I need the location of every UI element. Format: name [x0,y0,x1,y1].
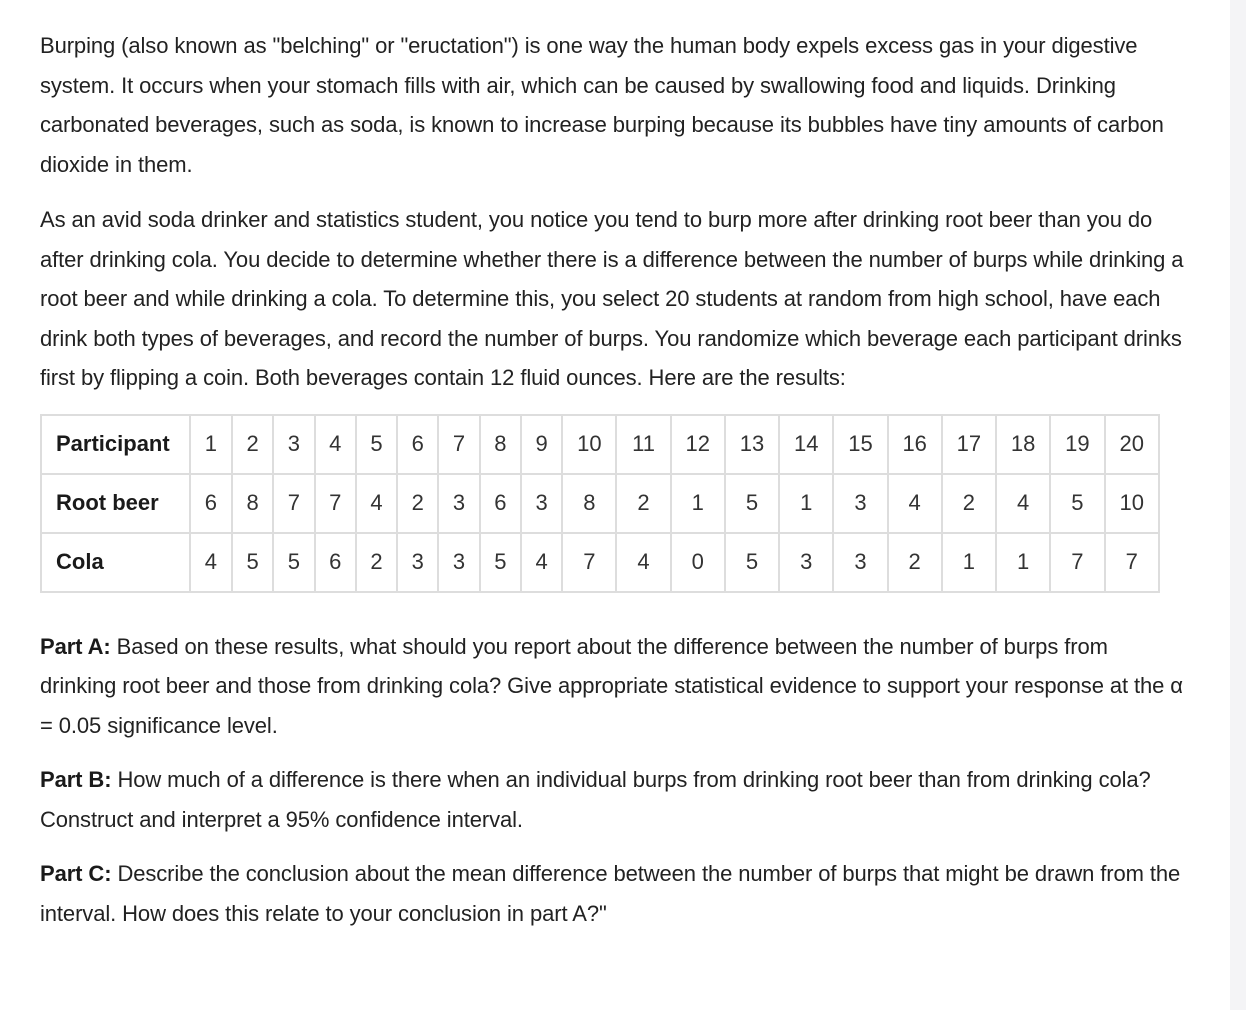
table-cell-root-beer-11: 2 [616,474,670,533]
table-cell-participant-2: 2 [232,415,273,474]
intro-paragraph-1: Burping (also known as "belching" or "eructation") is one way the human body expels excess gas in your digestive system. It occurs when your stomach fills with air, which can be caused by swallowing food and liquids. Drinking carbonated beverages, such as soda, is known to increase burping because its bubbles have tiny amounts of carbon dioxide in them. [40,33,1164,177]
table-cell-cola-8: 5 [480,533,521,592]
table-cell-cola-4: 6 [315,533,356,592]
table-cell-participant-8: 8 [480,415,521,474]
table-cell-root-beer-2: 8 [232,474,273,533]
table-cell-root-beer-18: 4 [996,474,1050,533]
part-a-label: Part A: [40,633,111,659]
table-row-cola [41,533,1159,592]
part-a-text: Based on these results, what should you report about the difference between the number of burps from drinking root beer and those from drinking cola? Give appropriate statistical evidence to support your response at the α = 0.05 significance level. [40,633,1183,738]
part-a-question [40,627,1190,746]
table-cell-participant-1: 1 [190,415,232,474]
table-cell-participant-11: 11 [616,415,670,474]
table-cell-participant-6: 6 [397,415,438,474]
table-cell-root-beer-14: 1 [779,474,833,533]
results-table [40,414,1160,593]
table-cell-participant-17: 17 [942,415,996,474]
part-c-text: Describe the conclusion about the mean difference between the number of burps that might be drawn from the interval. How does this relate to your conclusion in part A?" [40,861,1181,926]
table-cell-cola-15: 3 [833,533,887,592]
table-cell-root-beer-4: 7 [315,474,356,533]
table-cell-cola-20: 7 [1105,533,1160,592]
table-cell-participant-16: 16 [888,415,942,474]
table-cell-participant-20: 20 [1105,415,1160,474]
part-c-label: Part C: [40,861,112,886]
table-cell-cola-12: 0 [671,533,725,592]
table-cell-participant-4: 4 [315,415,356,474]
table-cell-root-beer-17: 2 [942,474,996,533]
table-cell-root-beer-10: 8 [562,474,616,533]
part-b-label: Part B: [40,767,112,792]
table-cell-cola-11: 4 [616,533,670,592]
table-cell-cola-19: 7 [1050,533,1104,592]
table-cell-root-beer-12: 1 [671,474,725,533]
table-cell-root-beer-6: 2 [397,474,438,533]
table-cell-participant-12: 12 [671,415,725,474]
table-cell-cola-14: 3 [779,533,833,592]
table-cell-cola-9: 4 [521,533,562,592]
table-cell-cola-17: 1 [942,533,996,592]
table-cell-root-beer-5: 4 [356,474,397,533]
table-cell-root-beer-3: 7 [273,474,314,533]
table-cell-cola-7: 3 [438,533,479,592]
table-cell-cola-10: 7 [562,533,616,592]
table-cell-participant-5: 5 [356,415,397,474]
row-label-participant: Participant [41,415,190,474]
intro-paragraph-2: As an avid soda drinker and statistics student, you notice you tend to burp more after drinking root beer than you do after drinking cola. You decide to determine whether there is a difference between the number of burps while drinking a root beer and while drinking a cola. To determine this, you select 20 students at random from high school, have each drink both types of beverages, and record the number of burps. You randomize which beverage each participant drinks first by flipping a coin. Both beverages contain 12 fluid ounces. Here are the results: [40,207,1184,390]
part-b-text: How much of a difference is there when an individual burps from drinking root beer than from drinking cola? Construct and interpret a 95% confidence interval. [40,767,1151,832]
table-cell-cola-2: 5 [232,533,273,592]
table-cell-root-beer-15: 3 [833,474,887,533]
table-cell-participant-18: 18 [996,415,1050,474]
row-label-root-beer: Root beer [41,474,190,533]
table-cell-participant-3: 3 [273,415,314,474]
document-body [40,26,1190,948]
table-cell-cola-6: 3 [397,533,438,592]
table-cell-participant-9: 9 [521,415,562,474]
table-cell-participant-7: 7 [438,415,479,474]
table-cell-participant-19: 19 [1050,415,1104,474]
table-cell-root-beer-19: 5 [1050,474,1104,533]
table-cell-participant-13: 13 [725,415,779,474]
table-cell-root-beer-20: 10 [1105,474,1160,533]
table-row-root-beer [41,474,1159,533]
table-cell-root-beer-8: 6 [480,474,521,533]
table-cell-cola-5: 2 [356,533,397,592]
table-cell-cola-16: 2 [888,533,942,592]
table-row-participant [41,415,1159,474]
table-cell-cola-13: 5 [725,533,779,592]
table-cell-root-beer-7: 3 [438,474,479,533]
table-cell-root-beer-16: 4 [888,474,942,533]
table-cell-root-beer-1: 6 [190,474,232,533]
right-edge-shade [1230,0,1246,1010]
table-cell-cola-18: 1 [996,533,1050,592]
table-cell-cola-3: 5 [273,533,314,592]
table-cell-root-beer-9: 3 [521,474,562,533]
table-cell-participant-15: 15 [833,415,887,474]
table-cell-participant-14: 14 [779,415,833,474]
table-cell-participant-10: 10 [562,415,616,474]
table-cell-root-beer-13: 5 [725,474,779,533]
part-c-question [40,854,1190,933]
table-cell-cola-1: 4 [190,533,232,592]
part-b-question [40,760,1190,839]
row-label-cola: Cola [41,533,190,592]
